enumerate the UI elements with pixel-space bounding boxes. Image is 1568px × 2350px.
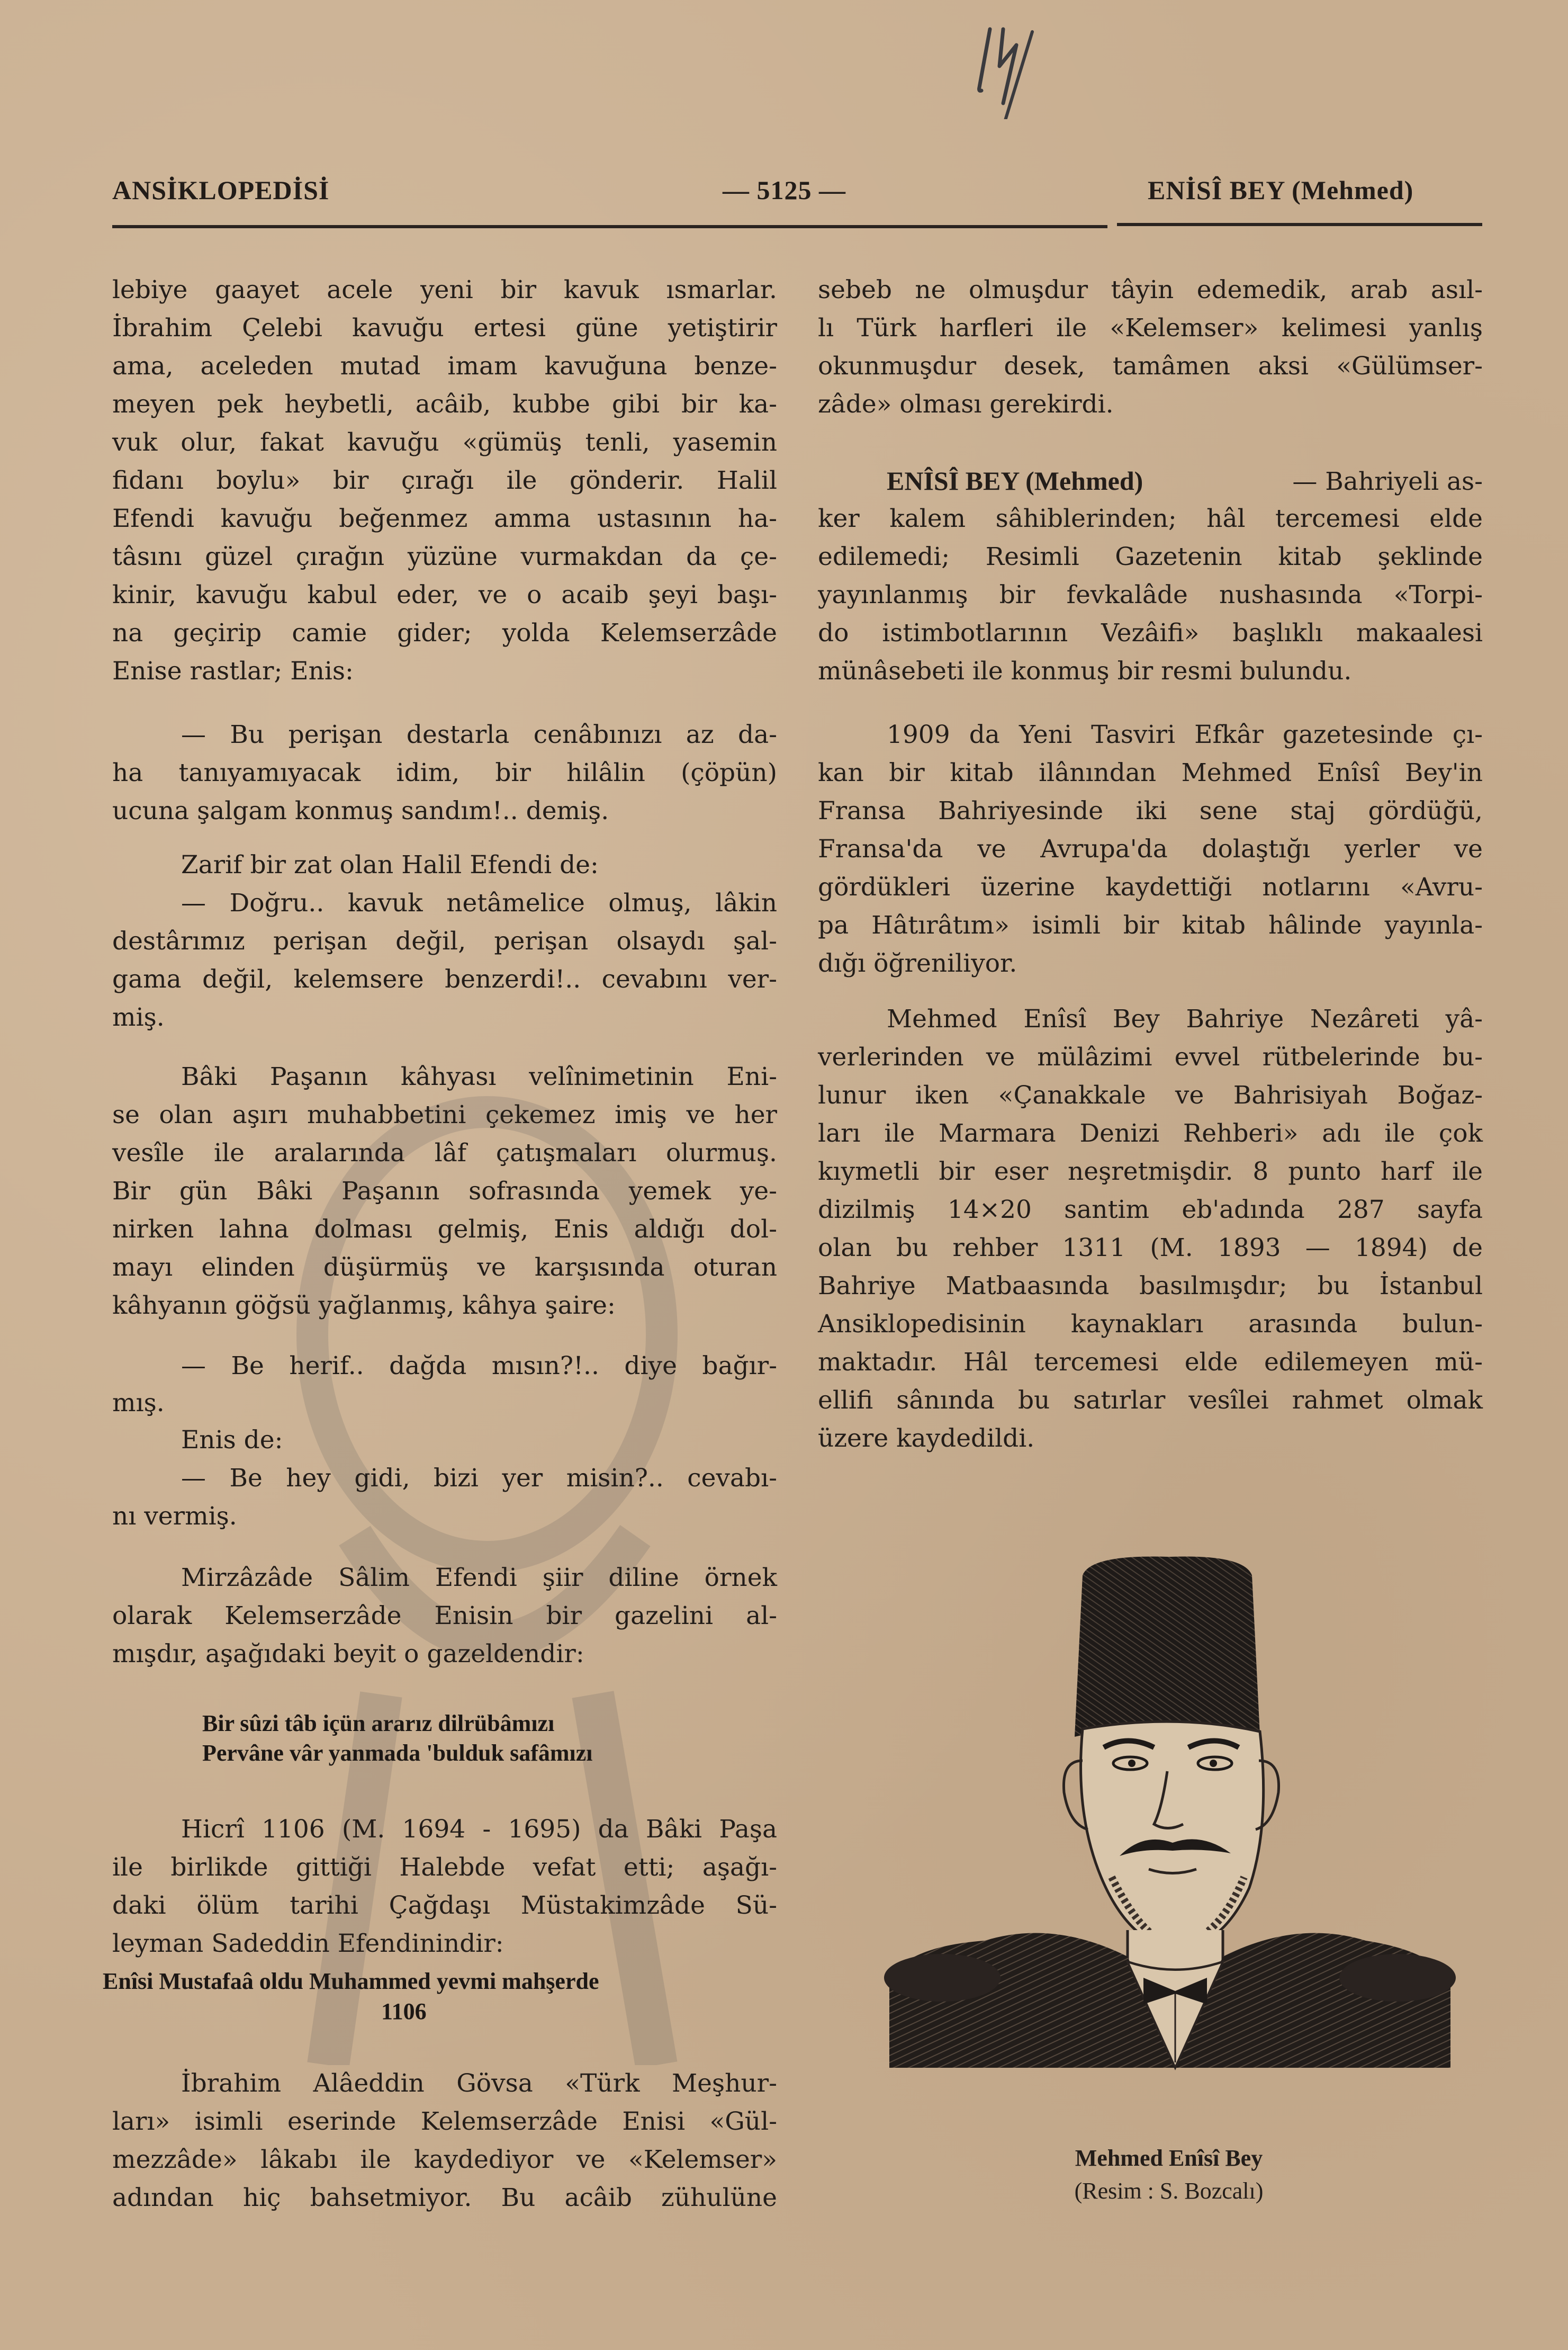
- text-line: dığı öğreniliyor.: [818, 949, 1017, 978]
- text-line: kâhyanın göğsü yağlanmış, kâhya şaire:: [112, 1291, 616, 1320]
- text-line: dizilmiş 14×20 santim eb'adında 287 sayfa: [818, 1195, 1483, 1224]
- text-line: pa Hâtırâtım» isimli bir kitab hâlinde yayınla-: [818, 911, 1483, 940]
- text-line: Enis de:: [181, 1425, 283, 1455]
- text-line: ları» isimli eserinde Kelemserzâde Enisi «Gül-: [112, 2107, 777, 2136]
- text-line: nı vermiş.: [112, 1502, 237, 1531]
- verse-line-2: Pervâne vâr yanmada 'bulduk safâmızı: [202, 1740, 593, 1766]
- text-line: ile birlikde gittiği Halebde vefat etti; aşağı-: [112, 1853, 777, 1882]
- text-line: Mehmed Enîsî Bey Bahriye Nezâreti yâ-: [887, 1004, 1483, 1034]
- text-line: olan bu rehber 1311 (M. 1893 — 1894) de: [818, 1233, 1483, 1262]
- chronogram-line: Enîsi Mustafaâ oldu Muhammed yevmi mahşerde: [103, 1968, 599, 1994]
- text-line: İbrahim Alâeddin Gövsa «Türk Meşhur-: [181, 2069, 777, 2098]
- chronogram-year: 1106: [381, 1998, 427, 2024]
- header-rule-left: [112, 225, 1107, 228]
- text-line: Bâki Paşanın kâhyası velînimetinin Eni-: [181, 1062, 777, 1091]
- text-line: edilemedi; Resimli Gazetenin kitab şeklinde: [818, 542, 1483, 571]
- text-line: do istimbotlarının Vezâifi» başlıklı makaalesi: [818, 618, 1483, 648]
- text-line: lunur iken «Çanakkale ve Bahrisiyah Boğaz-: [818, 1081, 1483, 1110]
- running-head-right: ENİSÎ BEY (Mehmed): [1148, 175, 1414, 205]
- text-line: mezzâde» lâkabı ile kaydediyor ve «Kelemser»: [112, 2145, 777, 2174]
- text-line: lı Türk harfleri ile «Kelemser» kelimesi yanlış: [818, 313, 1483, 343]
- text-line: — Bu perişan destarla cenâbınızı az da-: [181, 720, 777, 749]
- header-rule-right: [1117, 223, 1482, 226]
- handwritten-page-mark: [974, 13, 1038, 119]
- text-line: — Doğru.. kavuk netâmelice olmuş, lâkin: [181, 889, 777, 918]
- text-line: üzere kaydedildi.: [818, 1424, 1035, 1453]
- text-line: ellifi sânında bu satırlar vesîlei rahmet olmak: [818, 1386, 1483, 1415]
- text-line: kıymetli bir eser neşretmişdir. 8 punto harf ile: [818, 1157, 1483, 1186]
- text-line: fidanı boylu» bir çırağı ile gönderir. Halil: [112, 466, 777, 495]
- text-line: verlerinden ve mülâzimi evvel rütbelerinde bu-: [818, 1043, 1483, 1072]
- running-head-left: ANSİKLOPEDİSİ: [112, 175, 330, 205]
- face: [1081, 1721, 1264, 1951]
- text-line: mışdır, aşağıdaki beyit o gazeldendir:: [112, 1639, 584, 1669]
- text-line: mış.: [112, 1388, 165, 1418]
- text-line: ları ile Marmara Denizi Rehberi» adı ile çok: [818, 1119, 1483, 1148]
- text-line: lebiye gaayet acele yeni bir kavuk ısmarlar.: [112, 275, 777, 304]
- figure-caption-name: [984, 2145, 1354, 2172]
- text-line: nirken lahna dolması gelmiş, Enis aldığı dol-: [112, 1215, 777, 1244]
- text-line: 1909 da Yeni Tasviri Efkâr gazetesinde çı-: [887, 720, 1483, 749]
- portrait-engraving: [879, 1538, 1461, 2089]
- verse-line-1: Bir sûzi tâb içün ararız dilrübâmızı: [202, 1710, 555, 1736]
- text-line: destârımız perişan değil, perişan olsaydı şal-: [112, 927, 777, 956]
- text-line: münâsebeti ile konmuş bir resmi bulundu.: [818, 657, 1352, 686]
- text-line: Hicrî 1106 (M. 1694 - 1695) da Bâki Paşa: [181, 1815, 777, 1844]
- text-line: Bir gün Bâki Paşanın sofrasında yemek ye-: [112, 1177, 777, 1206]
- text-line: maktadır. Hâl tercemesi elde edilemeyen mü-: [818, 1348, 1483, 1377]
- text-line: gama değil, kelemsere benzerdi!.. cevabını ver-: [112, 965, 777, 994]
- text-line: gördükleri üzerine kaydettiği notlarını «Avru-: [818, 873, 1483, 902]
- text-line: [818, 465, 1483, 497]
- text-line: — Be hey gidi, bizi yer misin?.. cevabı-: [181, 1464, 777, 1493]
- text-line: zâde» olması gerekirdi.: [818, 390, 1114, 419]
- fez: [1075, 1556, 1260, 1737]
- text-line: leyman Sadeddin Efendinindir:: [112, 1929, 504, 1958]
- text-line: Efendi kavuğu beğenmez amma ustasının ha-: [112, 504, 777, 533]
- text-line: sebeb ne olmuşdur tâyin edemedik, arab asıl-: [818, 275, 1483, 304]
- text-line: — Be herif.. dağda mısın?!.. diye bağır-: [181, 1351, 777, 1380]
- page-number: — 5125 —: [723, 175, 846, 205]
- entry-heading-continuation: — Bahriyeli as-: [1292, 467, 1483, 496]
- text-line: adından hiç bahsetmiyor. Bu acâib zühulüne: [112, 2183, 777, 2212]
- text-line: Fransa Bahriyesinde iki sene staj gördüğü,: [818, 796, 1483, 826]
- text-line: Bahriye Matbaasında basılmışdır; bu İstanbul: [818, 1271, 1483, 1300]
- text-line: daki ölüm tarihi Çağdaşı Müstakimzâde Sü-: [112, 1891, 777, 1920]
- text-line: kan bir kitab ilânından Mehmed Enîsî Bey'in: [818, 758, 1483, 787]
- text-line: Zarif bir zat olan Halil Efendi de:: [181, 850, 599, 880]
- text-line: vesîle ile aralarında lâf çatışmaları olurmuş.: [112, 1138, 777, 1168]
- text-line: mayı elinden düşürmüş ve karşısında oturan: [112, 1253, 777, 1282]
- text-line: vuk olur, fakat kavuğu «gümüş tenli, yasemin: [112, 428, 777, 457]
- text-line: Enise rastlar; Enis:: [112, 657, 354, 686]
- text-line: Fransa'da ve Avrupa'da dolaştığı yerler ve: [818, 835, 1483, 864]
- text-line: ha tanıyamıyacak idim, bir hilâlin (çöpün): [112, 758, 777, 787]
- text-line: na geçirip camie gider; yolda Kelemserzâde: [112, 618, 777, 648]
- entry-heading: ENÎSÎ BEY (Mehmed): [887, 466, 1143, 496]
- text-line: tâsını güzel çırağın yüzüne vurmakdan da çe-: [112, 542, 777, 571]
- text-line: Mirzâzâde Sâlim Efendi şiir diline örnek: [181, 1563, 777, 1592]
- figure-caption-credit: (Resim : S. Bozcalı): [1074, 2178, 1264, 2204]
- text-line: yayınlanmış bir fevkalâde nushasında «Torpi-: [818, 580, 1483, 609]
- text-line: meyen pek heybetli, acâib, kubbe gibi bir ka-: [112, 390, 777, 419]
- text-line: miş.: [112, 1003, 165, 1032]
- text-line: okunmuşdur desek, tamâmen aksi «Gülümser-: [818, 352, 1483, 381]
- text-line: olarak Kelemserzâde Enisin bir gazelini al-: [112, 1601, 777, 1630]
- text-line: Ansiklopedisinin kaynakları arasında bulun-: [818, 1309, 1483, 1339]
- text-line: ama, aceleden mutad imam kavuğuna benze-: [112, 352, 777, 381]
- text-line: ucuna şalgam konmuş sandım!.. demiş.: [112, 796, 609, 826]
- text-line: kinir, kavuğu kabul eder, ve o acaib şeyi başı-: [112, 580, 777, 609]
- text-line: se olan aşırı muhabbetini çekemez imiş ve her: [112, 1100, 777, 1129]
- text-line: ker kalem sâhiblerinden; hâl tercemesi elde: [818, 504, 1483, 533]
- figure-caption-name-text: Mehmed Enîsî Bey: [1075, 2145, 1263, 2171]
- text-line: İbrahim Çelebi kavuğu ertesi güne yetiştirir: [112, 313, 777, 343]
